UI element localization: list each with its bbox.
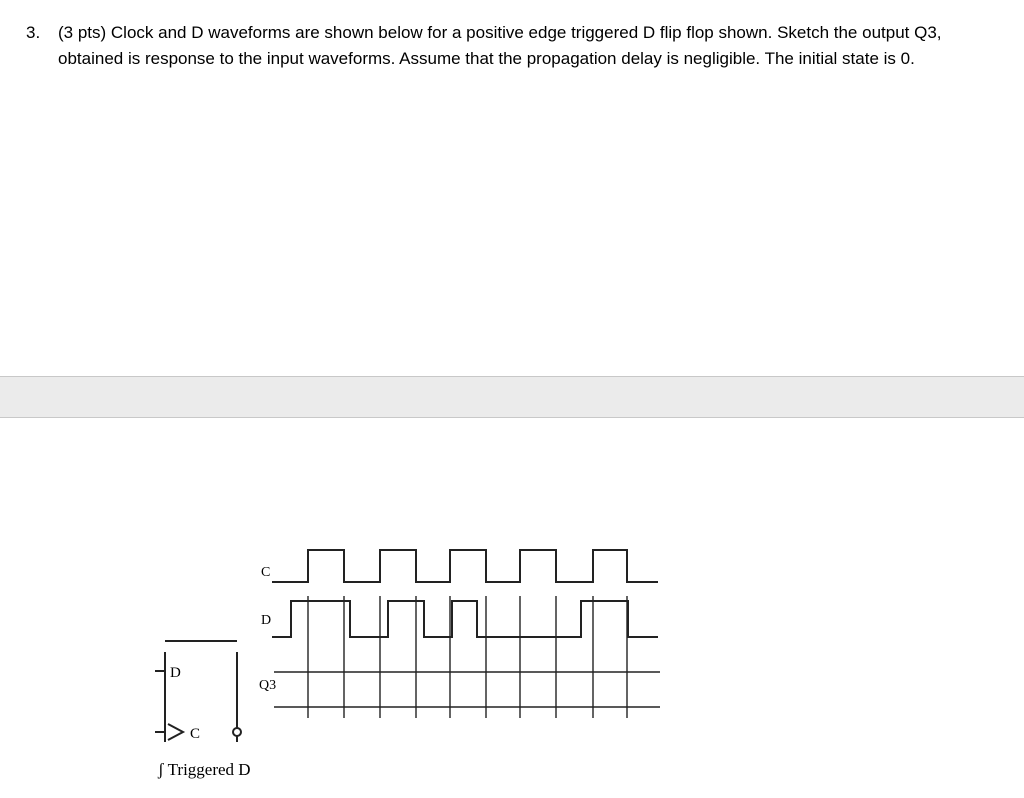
timing-waveforms (272, 550, 660, 718)
flipflop-d-label: D (170, 665, 181, 681)
flipflop-clock-label: C (190, 726, 201, 742)
question-number: 3. (26, 23, 41, 42)
flipflop-caption-text: Triggered D (167, 760, 251, 779)
clock-waveform (272, 550, 658, 582)
data-waveform (272, 601, 658, 637)
flipflop-caption (158, 760, 251, 780)
clock-edge-triangle-icon (168, 724, 183, 740)
clock-signal-label: C (261, 565, 271, 580)
question-text: (3 pts) Clock and D waveforms are shown below for a positive edge triggered D flip flop shown. Sketch the output Q3, obtained is response to the input waveforms. Assume that the propagation delay is negligible. The initial state is 0. (58, 23, 942, 68)
output-signal-label: Q3 (259, 678, 277, 693)
rising-edge-icon: ʃ (158, 760, 164, 779)
data-signal-label: D (261, 613, 272, 628)
q-bar-bubble-icon (233, 728, 241, 736)
